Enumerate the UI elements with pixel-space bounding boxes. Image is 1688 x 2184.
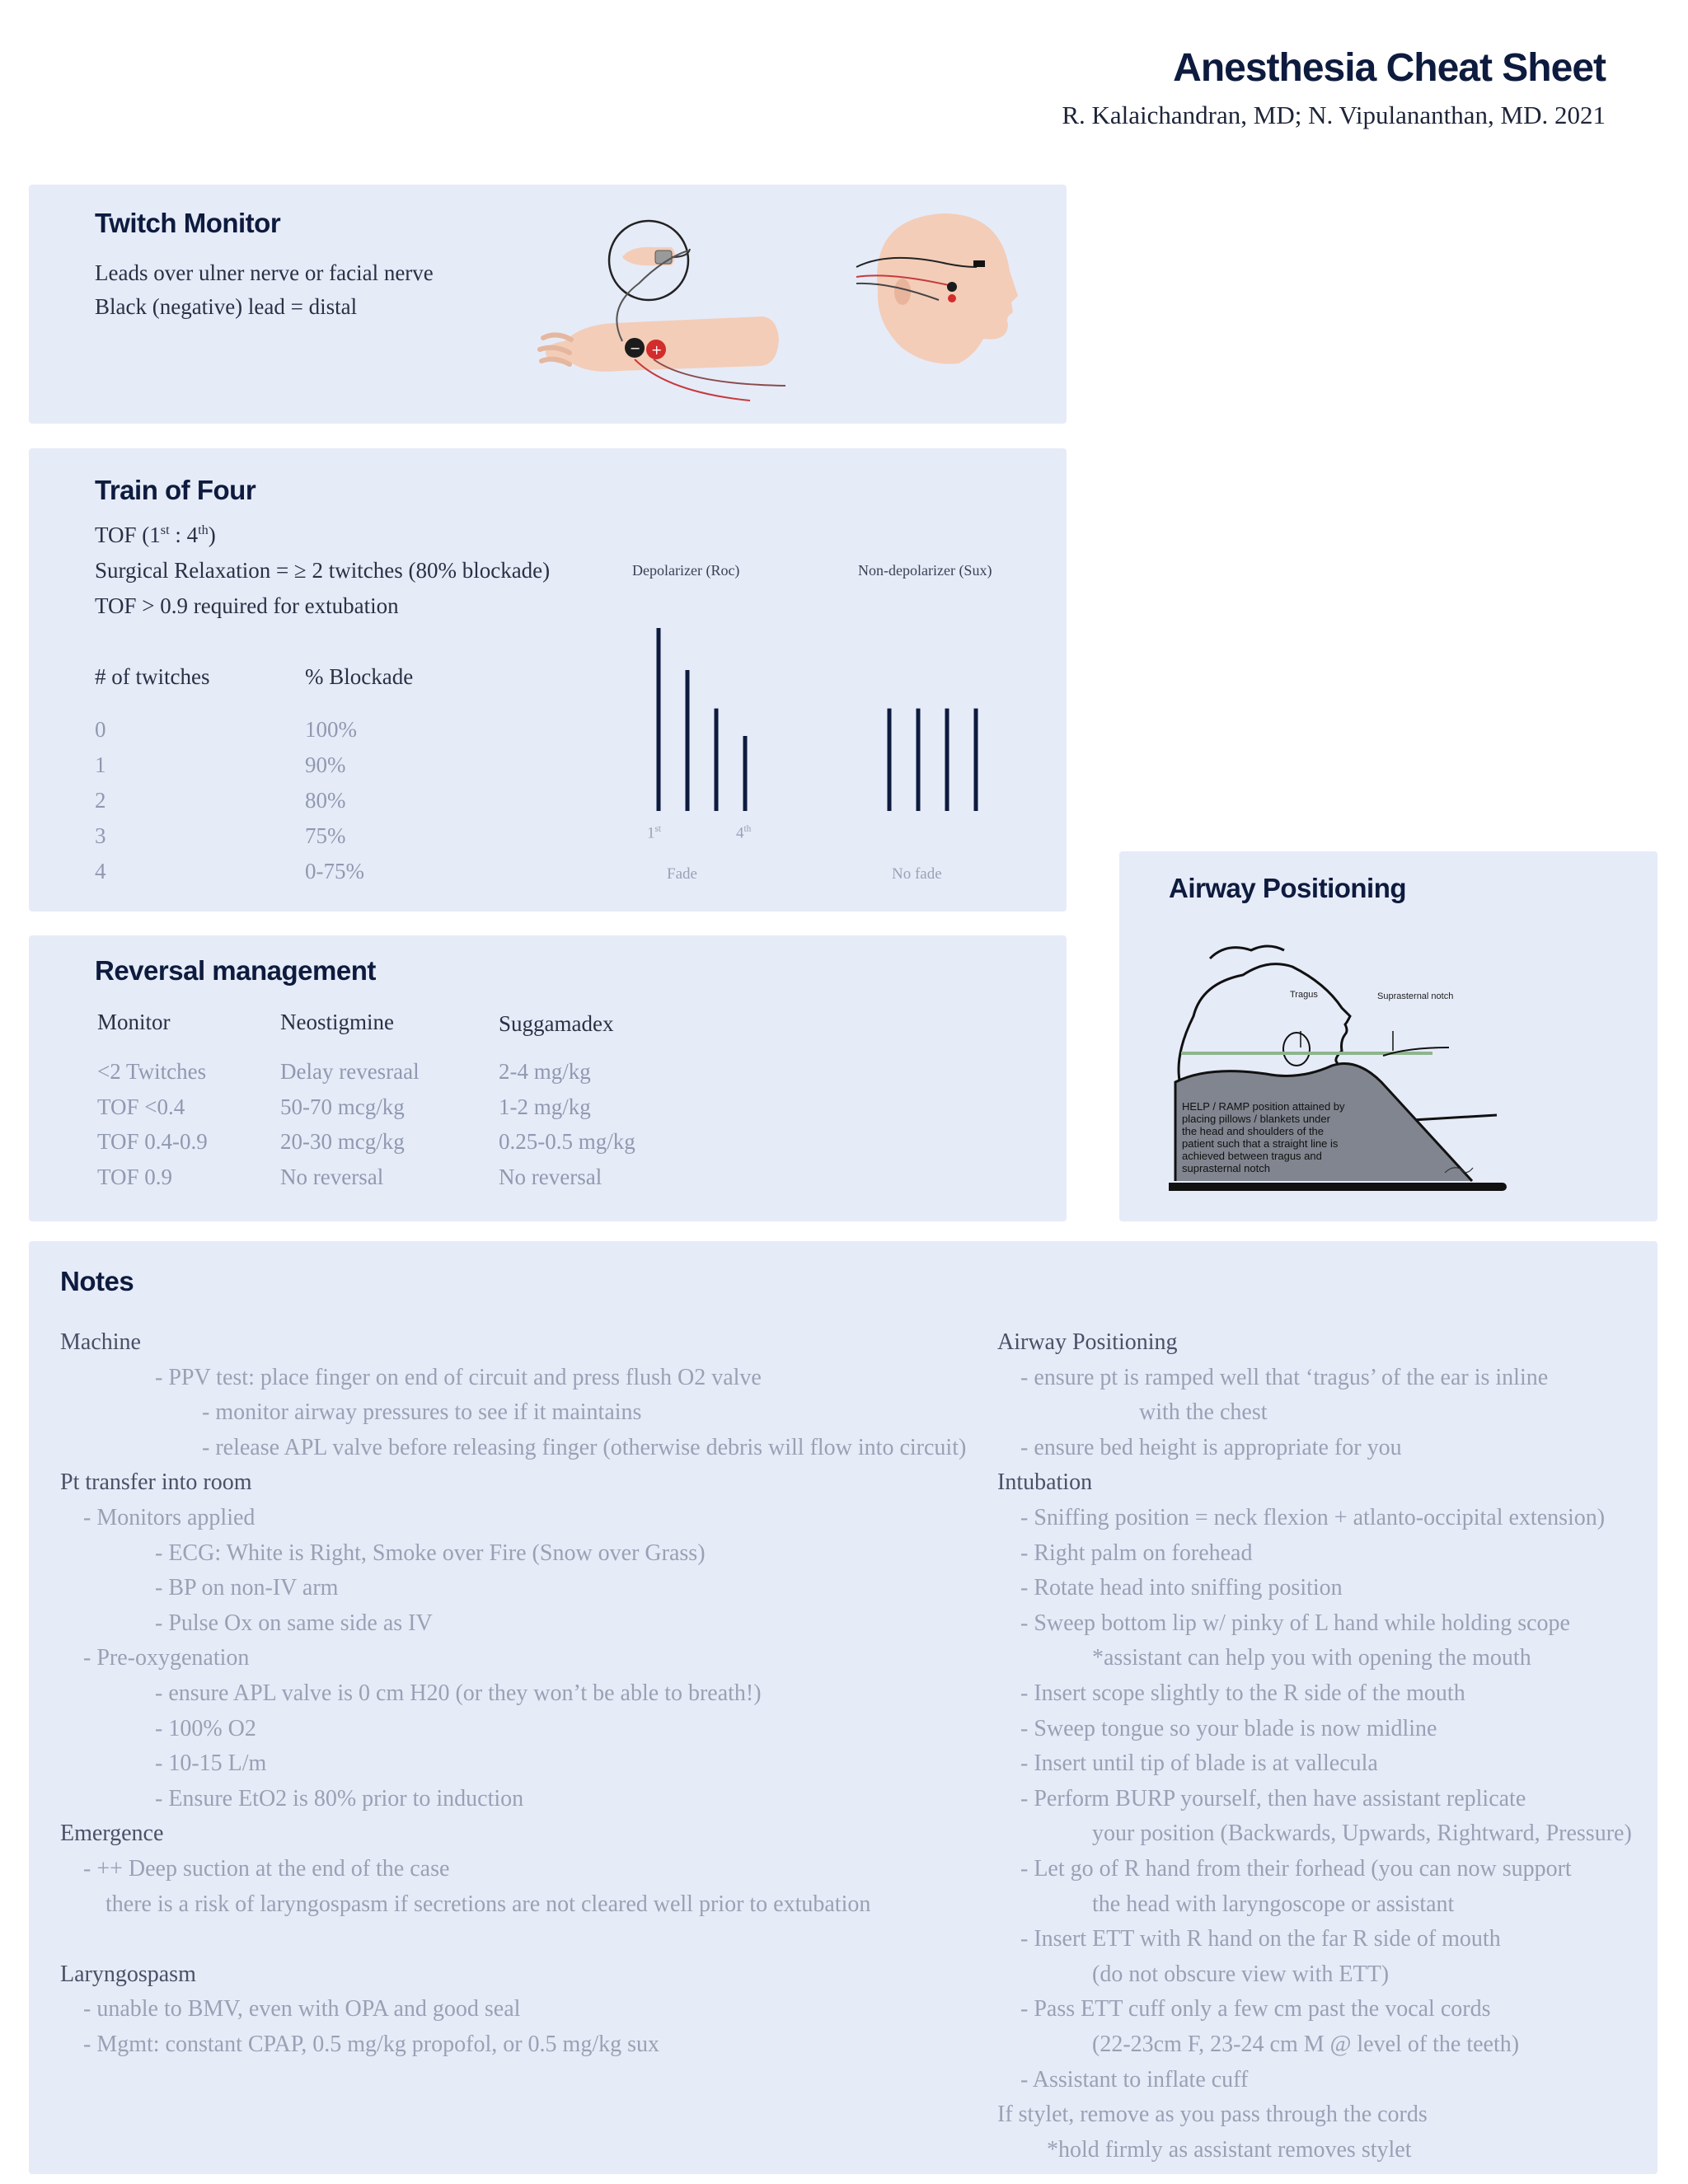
reversal-header-monitor: Monitor	[97, 1010, 171, 1034]
arm-electrode-illustration	[532, 218, 804, 415]
notes-line: - unable to BMV, even with OPA and good seal	[83, 1996, 521, 2022]
notes-section-heading: Intubation	[997, 1469, 1093, 1496]
tof-row-blockade: 90%	[305, 752, 346, 777]
twitch-line-1: Leads over ulner nerve or facial nerve	[95, 260, 434, 285]
notes-line: - PPV test: place finger on end of circuit and press flush O2 valve	[155, 1364, 762, 1390]
notes-line: - monitor airway pressures to see if it maintains	[202, 1399, 642, 1426]
tof-row-blockade: 0-75%	[305, 859, 364, 883]
tick-last-num: 4	[736, 824, 744, 842]
reversal-cell-monitor: TOF 0.9	[97, 1164, 173, 1189]
notes-line: - Monitors applied	[83, 1505, 256, 1530]
notes-line: - ++ Deep suction at the end of the case	[83, 1856, 450, 1882]
notes-line: - Let go of R hand from their forhead (you can now support	[1020, 1856, 1572, 1882]
reversal-cell-monitor: TOF 0.4-0.9	[97, 1129, 208, 1154]
notes-line: - Insert scope slightly to the R side of the mouth	[1020, 1680, 1465, 1706]
ramp-caption-line: suprasternal notch	[1182, 1162, 1270, 1174]
notes-section-heading: Airway Positioning	[997, 1329, 1178, 1355]
tof-extubation-line: TOF > 0.9 required for extubation	[95, 593, 399, 618]
tof-col-twitches-header: # of twitches	[95, 664, 210, 689]
tof-row-blockade: 100%	[305, 717, 357, 742]
tof-ratio-mid: : 4	[169, 523, 199, 547]
notes-line: - Pre-oxygenation	[83, 1645, 250, 1671]
notes-line: - Insert ETT with R hand on the far R side of mouth	[1020, 1926, 1501, 1952]
notes-line: *hold firmly as assistant removes stylet	[1047, 2136, 1412, 2163]
non-depolarizer-label: Non-depolarizer (Sux)	[858, 562, 992, 579]
tof-col-blockade-header: % Blockade	[305, 664, 414, 689]
notes-line: with the chest	[1139, 1399, 1268, 1426]
ramp-caption-line: achieved between tragus and	[1182, 1150, 1322, 1162]
notes-line: - Ensure EtO2 is 80% prior to induction	[155, 1785, 524, 1811]
suprasternal-notch-label: Suprasternal notch	[1377, 991, 1454, 1001]
ramp-caption-line: patient such that a straight line is	[1182, 1137, 1339, 1150]
notes-line: - Sweep bottom lip w/ pinky of L hand while holding scope	[1020, 1610, 1570, 1636]
reversal-cell-neostigmine: 20-30 mcg/kg	[280, 1129, 405, 1154]
reversal-cell-suggamadex: No reversal	[499, 1164, 603, 1189]
tof-ratio-sup1: st	[160, 523, 170, 537]
notes-line: - Perform BURP yourself, then have assistant replicate	[1020, 1785, 1526, 1811]
notes-line: *assistant can help you with opening the mouth	[1092, 1645, 1531, 1671]
reversal-cell-monitor: <2 Twitches	[97, 1059, 207, 1084]
notes-line: - ECG: White is Right, Smoke over Fire (Snow over Grass)	[155, 1540, 706, 1566]
notes-line: - Sweep tongue so your blade is now midline	[1020, 1715, 1437, 1741]
notes-line: If stylet, remove as you pass through the cords	[997, 2102, 1428, 2128]
twitch-monitor-title: Twitch Monitor	[95, 208, 281, 238]
notes-section-heading: Laryngospasm	[60, 1961, 196, 1987]
notes-line: your position (Backwards, Upwards, Rightward, Pressure)	[1092, 1821, 1632, 1847]
tof-row-twitches: 3	[95, 823, 106, 848]
reversal-cell-suggamadex: 1-2 mg/kg	[499, 1094, 591, 1119]
notes-line: - Pulse Ox on same side as IV	[155, 1610, 433, 1636]
head-electrode-illustration	[853, 201, 1026, 366]
train-of-four-card	[29, 448, 1067, 912]
tof-row-twitches: 1	[95, 752, 106, 777]
svg-text:−: −	[630, 340, 641, 356]
notes-line: - Mgmt: constant CPAP, 0.5 mg/kg propofol, or 0.5 mg/kg sux	[83, 2032, 660, 2057]
tof-ratio-sup2: th	[198, 523, 209, 537]
reversal-cell-neostigmine: Delay revesraal	[280, 1059, 420, 1084]
notes-line: - ensure pt is ramped well that ‘tragus’ of the ear is inline	[1020, 1364, 1549, 1390]
tof-row-twitches: 0	[95, 717, 106, 742]
airway-positioning-card	[1119, 851, 1658, 1221]
notes-line: - Sniffing position = neck flexion + atlanto-occipital extension)	[1020, 1505, 1606, 1530]
tick-last-sup: th	[743, 824, 752, 834]
reversal-header-suggamadex: Suggamadex	[499, 1011, 614, 1036]
reversal-cell-suggamadex: 2-4 mg/kg	[499, 1059, 591, 1084]
tick-first-sup: st	[654, 824, 662, 834]
reversal-cell-neostigmine: 50-70 mcg/kg	[280, 1094, 405, 1119]
tof-ratio-pre: TOF (1	[95, 523, 161, 547]
tof-row-blockade: 80%	[305, 788, 346, 813]
notes-line: - Insert until tip of blade is at vallecula	[1020, 1750, 1378, 1777]
ramp-caption-line: HELP / RAMP position attained by	[1182, 1100, 1345, 1113]
svg-text:+: +	[651, 342, 663, 358]
no-fade-caption: No fade	[892, 865, 942, 883]
reversal-title: Reversal management	[95, 955, 376, 986]
authors-line: R. Kalaichandran, MD; N. Vipulananthan, MD. 2021	[1062, 101, 1606, 129]
notes-line: - 10-15 L/m	[155, 1750, 267, 1777]
notes-line: there is a risk of laryngospasm if secretions are not cleared well prior to extubation	[106, 1891, 871, 1917]
tof-ratio-line	[95, 523, 216, 548]
tof-relaxation-line: Surgical Relaxation = ≥ 2 twitches (80% blockade)	[95, 558, 551, 583]
fade-caption: Fade	[667, 865, 697, 883]
tragus-label: Tragus	[1290, 990, 1318, 1000]
tof-row-blockade: 75%	[305, 823, 346, 848]
notes-card	[29, 1241, 1658, 2174]
notes-line: - Pass ETT cuff only a few cm past the vocal cords	[1020, 1996, 1491, 2022]
twitch-line-2: Black (negative) lead = distal	[95, 294, 358, 319]
depolarizer-label: Depolarizer (Roc)	[632, 562, 740, 579]
reversal-header-neostigmine: Neostigmine	[280, 1010, 394, 1034]
twitch-monitor-card	[29, 185, 1067, 424]
tick-first-num: 1	[647, 824, 655, 842]
ramp-caption-line: the head and shoulders of the	[1182, 1125, 1325, 1137]
reversal-cell-monitor: TOF <0.4	[97, 1094, 185, 1119]
train-of-four-title: Train of Four	[95, 475, 256, 505]
tof-row-twitches: 4	[95, 859, 106, 883]
notes-line: (do not obscure view with ETT)	[1092, 1961, 1390, 1987]
notes-section-heading: Machine	[60, 1329, 141, 1355]
notes-line: - Right palm on forehead	[1020, 1540, 1253, 1566]
tof-twitch-bars	[606, 626, 1051, 823]
notes-line: - ensure bed height is appropriate for you	[1020, 1434, 1402, 1460]
notes-line: (22-23cm F, 23-24 cm M @ level of the teeth)	[1092, 2032, 1520, 2057]
notes-section-heading: Emergence	[60, 1821, 164, 1847]
notes-line: - BP on non-IV arm	[155, 1575, 339, 1601]
tof-row-twitches: 2	[95, 788, 106, 813]
reversal-card	[29, 935, 1067, 1221]
notes-line: - release APL valve before releasing finger (otherwise debris will flow into circuit)	[202, 1434, 967, 1460]
notes-section-heading: Pt transfer into room	[60, 1469, 252, 1496]
notes-title: Notes	[60, 1266, 134, 1296]
ramp-caption-line: placing pillows / blankets under	[1182, 1113, 1330, 1125]
tick-first-label	[647, 824, 661, 842]
reversal-cell-suggamadex: 0.25-0.5 mg/kg	[499, 1129, 635, 1154]
ramp-caption	[1182, 1100, 1367, 1174]
notes-line: - 100% O2	[155, 1715, 256, 1741]
notes-line: - Assistant to inflate cuff	[1020, 2066, 1249, 2093]
reversal-cell-neostigmine: No reversal	[280, 1164, 384, 1189]
notes-line: - ensure APL valve is 0 cm H20 (or they won’t be able to breath!)	[155, 1680, 762, 1706]
notes-line: the head with laryngoscope or assistant	[1092, 1891, 1455, 1917]
tof-ratio-post: )	[208, 523, 216, 547]
airway-positioning-title: Airway Positioning	[1169, 873, 1407, 903]
notes-line: - Rotate head into sniffing position	[1020, 1575, 1343, 1601]
tick-last-label	[736, 824, 751, 842]
page-title: Anesthesia Cheat Sheet	[1173, 46, 1606, 90]
